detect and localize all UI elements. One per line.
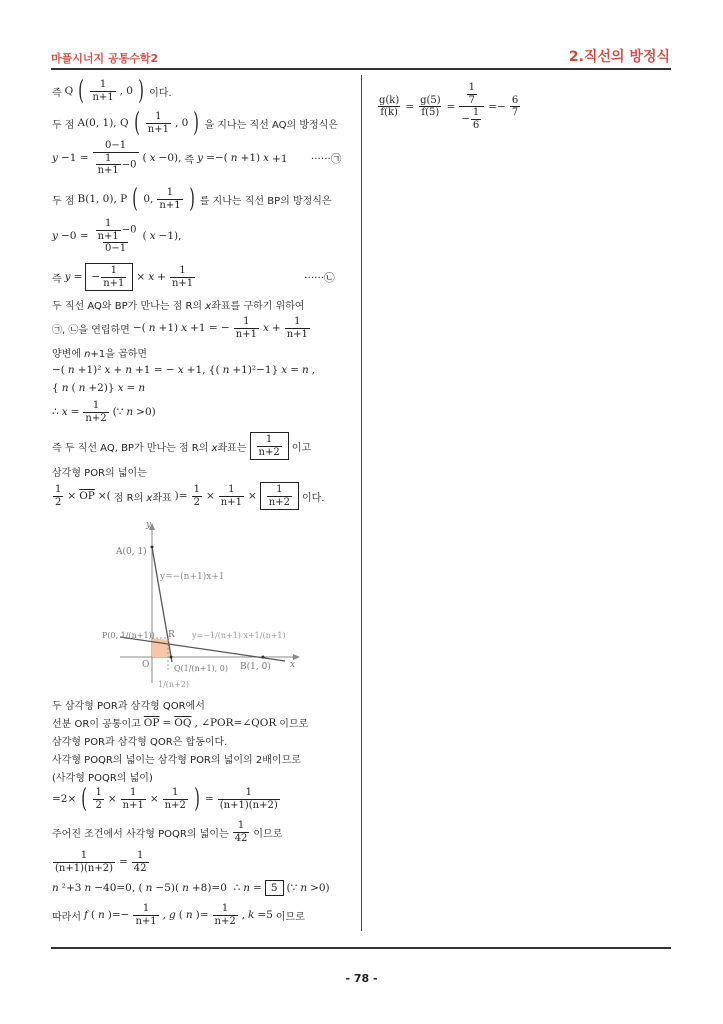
line-congruent: 삼각형 POR과 삼각형 QOR은 합동이다. [52,737,228,748]
line-area-intro: 삼각형 POR의 넓이는 [52,468,147,479]
line-aq-intro: 두 점 A(0, 1), Q ( 1 n+1 , 0 ) 을 지나는 직선 AQ의 방정식은 [52,108,338,138]
line-area-value: =2× ( 1 2 × 1 n+1 × 1 n+2 ) = 1 (n+1)(n+2) [52,784,278,814]
right-result: g(k) f(k) = g(5) f(5) = $\frac{1}{7}$ − $\frac{1}{6}$ =− 6 7 [379,82,519,131]
point-a-label: A(0, 1) [116,547,147,557]
line-r-coordinate: 즉 두 직선 AQ, BP가 만나는 점 R의 x좌표는 1 n+2 이고 [52,432,311,460]
line-bp-intro: 두 점 B(1, 0), P ( 0, 1 n+1 ) 를 지나는 직선 BP의 방정식은 [52,184,332,214]
line-given-area: 주어진 조건에서 사각형 POQR의 넓이는 1 42 이므로 [52,820,283,844]
x-axis-label: x [290,660,296,670]
line-bp-equation: y −0 = $\frac{1}{n+1}$ −0 0−1 ( x −1), [52,218,182,254]
line-bp-result: 즉 y = − 1 n+1 × x + 1 n+1 ······㉡ [52,263,335,291]
line-congruence-reason: 선분 OR이 공통이고 $\overline{OP}$ = $\overline{OQ}$ , ∠POR=∠QOR 이므로 [52,716,309,730]
line-x-result: ∴ x = 1 n+2 (∵ n >0) [52,400,156,424]
line-q-point: 즉 Q ( 1 n+1 , 0 ) 이다. [52,76,172,106]
line-congruence-intro: 두 삼각형 POR과 삼각형 QOR에서 [52,701,205,712]
line-expand: −( n +1)² x + n +1 = − x +1, {( n +1)²−1} x = n , [52,364,316,376]
point-p-label: P(0, 1/(n+1)) [102,631,155,640]
line-area-formula: 1 2 × $\overline{OP}$ ×( 점 R의 x좌표 )= 1 2 × 1 n+1 × 1 n+2 이다. [52,482,324,510]
point-q-label: Q(1/(n+1), 0) [174,664,228,673]
line-bp-label: y=−1/(n+1) x+1/(n+1) [192,631,286,640]
point-b-label: B(1, 0) [240,662,271,672]
y-axis-label: y [146,520,152,530]
line-aq-equation: y −1 = 0−1 $\frac{1}{n+1}$ −0 ( x −0), 즉 y =−( n +1) x +1 ······㉠ [52,140,342,176]
chapter-title: 2.직선의 방정식 [568,49,670,65]
column-divider [361,75,362,931]
line-quadratic: n ²+3 n −40=0, ( n −5)( n +8)=0 ∴ n = 5 (∵ n >0) [52,882,330,894]
r-x-coordinate-label: 1/(n+2) [158,680,189,689]
line-factor: { n ( n +2)} x = n [52,382,146,394]
line-area-label: (사각형 POQR의 넓이) [52,773,153,784]
book-title: 마플시너지 공통수학2 [51,52,159,65]
footer-rule [51,947,671,949]
page-number: - 78 - [345,972,378,985]
header-rule [51,68,671,70]
line-area-equation: 1 (n+1)(n+2) = 1 42 [55,850,147,874]
origin-label: O [142,660,150,670]
point-r-label: R [168,630,175,640]
line-conclusion: 따라서 f ( n )=− 1 n+1 , g ( n )= 1 n+2 , k =5 이므로 [52,903,305,927]
line-intersection-intro: 두 직선 AQ와 BP가 만나는 점 R의 x좌표를 구하기 위하여 [52,301,305,312]
coordinate-graph [100,517,310,695]
line-aq-label: y=−(n+1)x+1 [160,572,225,582]
line-simultaneous: ㉠, ㉡을 연립하면 −( n +1) x +1 = − 1 n+1 x + 1 n+1 [52,316,308,340]
line-multiply: 양변에 n+1을 곱하면 [52,349,148,360]
line-double: 사각형 POQR의 넓이는 삼각형 POR의 넓이의 2배이므로 [52,755,301,766]
